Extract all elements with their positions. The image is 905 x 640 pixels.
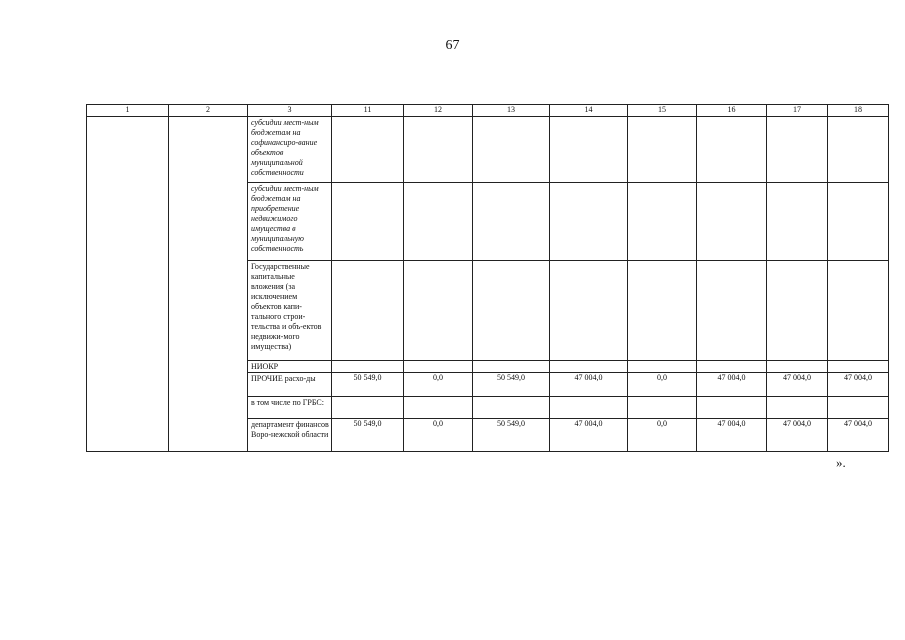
value-cell: [404, 397, 473, 419]
value-cell: [628, 361, 697, 373]
value-cell: 0,0: [404, 373, 473, 397]
table-row: [87, 117, 889, 183]
row-description: субсидии мест-ным бюджетам на приобретение недвижимого имущества в муниципальную собственность: [248, 183, 332, 261]
value-cell: 47 004,0: [767, 373, 828, 397]
closing-quote-mark: ».: [836, 455, 846, 470]
column-header: 3: [248, 105, 332, 117]
budget-table: [86, 104, 889, 452]
value-cell: [697, 261, 767, 361]
value-cell: [473, 361, 550, 373]
value-cell: [404, 261, 473, 361]
value-cell: [550, 397, 628, 419]
value-cell: [767, 397, 828, 419]
column-header: 16: [697, 105, 767, 117]
value-cell: [473, 261, 550, 361]
column-header: 11: [332, 105, 404, 117]
value-cell: [332, 361, 404, 373]
value-cell: [332, 397, 404, 419]
value-cell: [404, 117, 473, 183]
value-cell: 47 004,0: [550, 373, 628, 397]
value-cell: 50 549,0: [473, 419, 550, 452]
value-cell: [473, 397, 550, 419]
page-number: 67: [445, 38, 460, 53]
value-cell: [404, 183, 473, 261]
value-cell: [332, 117, 404, 183]
value-cell: [332, 183, 404, 261]
value-cell: [628, 261, 697, 361]
row-description: субсидии мест-ным бюджетам на софинансиро-вание объектов муниципальной собственности: [248, 117, 332, 183]
value-cell: 47 004,0: [697, 373, 767, 397]
value-cell: [332, 261, 404, 361]
value-cell: [767, 361, 828, 373]
value-cell: [697, 183, 767, 261]
row-description: в том числе по ГРБС:: [248, 397, 332, 419]
value-cell: 50 549,0: [332, 419, 404, 452]
value-cell: 50 549,0: [332, 373, 404, 397]
value-cell: [828, 183, 889, 261]
value-cell: [628, 183, 697, 261]
column-header: 15: [628, 105, 697, 117]
table-header-row: [87, 105, 889, 117]
value-cell: [404, 361, 473, 373]
row-description: ПРОЧИЕ расхо-ды: [248, 373, 332, 397]
value-cell: [828, 117, 889, 183]
value-cell: 0,0: [628, 419, 697, 452]
value-cell: [628, 117, 697, 183]
value-cell: 47 004,0: [697, 419, 767, 452]
value-cell: [697, 397, 767, 419]
row-description: Государственные капитальные вложения (за исключением объектов капи-тального строи-тельства и объ-ектов недвижи-мого имущества): [248, 261, 332, 361]
value-cell: [550, 261, 628, 361]
value-cell: 0,0: [628, 373, 697, 397]
value-cell: 47 004,0: [828, 373, 889, 397]
value-cell: 47 004,0: [828, 419, 889, 452]
column-header: 13: [473, 105, 550, 117]
value-cell: [473, 117, 550, 183]
value-cell: [697, 117, 767, 183]
value-cell: 47 004,0: [550, 419, 628, 452]
value-cell: 47 004,0: [767, 419, 828, 452]
column-header: 18: [828, 105, 889, 117]
column-header: 14: [550, 105, 628, 117]
row-description: департамент финансов Воро-нежской области: [248, 419, 332, 452]
column-1-cell: [87, 117, 169, 452]
value-cell: [550, 117, 628, 183]
value-cell: [828, 397, 889, 419]
value-cell: [473, 183, 550, 261]
value-cell: [697, 361, 767, 373]
value-cell: 0,0: [404, 419, 473, 452]
value-cell: [767, 261, 828, 361]
value-cell: [828, 261, 889, 361]
value-cell: [767, 183, 828, 261]
value-cell: 50 549,0: [473, 373, 550, 397]
column-header: 2: [169, 105, 248, 117]
row-description: НИОКР: [248, 361, 332, 373]
column-header: 17: [767, 105, 828, 117]
column-2-cell: [169, 117, 248, 452]
value-cell: [628, 397, 697, 419]
column-header: 1: [87, 105, 169, 117]
value-cell: [767, 117, 828, 183]
value-cell: [550, 361, 628, 373]
column-header: 12: [404, 105, 473, 117]
value-cell: [550, 183, 628, 261]
value-cell: [828, 361, 889, 373]
